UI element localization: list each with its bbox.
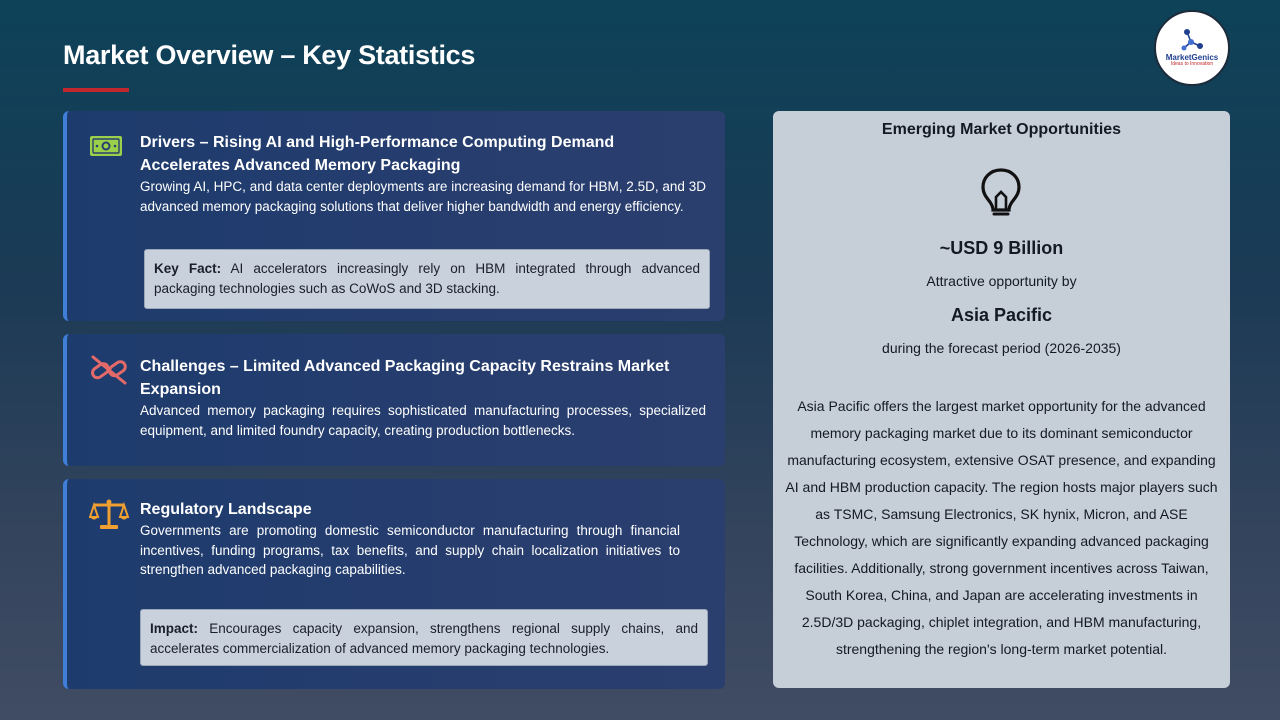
forecast-period: during the forecast period (2026-2035) bbox=[882, 340, 1121, 356]
drivers-card bbox=[63, 111, 725, 321]
company-logo bbox=[1154, 10, 1230, 86]
impact-note bbox=[140, 609, 708, 666]
page-title: Market Overview – Key Statistics bbox=[63, 40, 476, 70]
network-logo-icon bbox=[1179, 28, 1205, 52]
key-fact-text: AI accelerators increasingly rely on HBM integrated through advanced packaging technologies such as CoWoS and 3D stacking. bbox=[154, 261, 700, 296]
key-fact-note bbox=[144, 249, 710, 309]
impact-text: Encourages capacity expansion, strengthens regional supply chains, and accelerates commercialization of advanced memory packaging technologies. bbox=[150, 621, 698, 656]
key-fact-label: Key Fact: bbox=[154, 261, 222, 276]
impact-label: Impact: bbox=[150, 621, 199, 636]
regulatory-text: Governments are promoting domestic semiconductor manufacturing through financial incentives, funding programs, tax benefits, and supply chain localization initiatives to strengthen advanced packaging capabilities. bbox=[140, 523, 680, 577]
regulatory-heading: Regulatory Landscape bbox=[140, 501, 312, 518]
challenges-text: Advanced memory packaging requires sophisticated manufacturing processes, specialized equipment, and limited foundry capacity, creating production bottlenecks. bbox=[140, 403, 706, 438]
opportunity-caption: Attractive opportunity by bbox=[926, 273, 1077, 289]
broken-link-icon bbox=[89, 354, 129, 391]
scale-icon bbox=[89, 497, 129, 536]
logo-tagline: Ideas to Innovation bbox=[1170, 61, 1214, 68]
challenges-heading: Challenges – Limited Advanced Packaging Capacity Restrains Market Expansion bbox=[140, 358, 670, 398]
lightbulb-icon bbox=[978, 167, 1024, 224]
title-underline bbox=[63, 88, 129, 92]
opportunity-region: Asia Pacific bbox=[950, 305, 1053, 325]
drivers-heading: Drivers – Rising AI and High-Performance Computing Demand Accelerates Advanced Memory Packaging bbox=[140, 134, 615, 174]
challenges-card bbox=[63, 334, 725, 466]
opportunity-value: ~USD 9 Billion bbox=[939, 238, 1064, 258]
opportunities-title: Emerging Market Opportunities bbox=[881, 121, 1122, 138]
regulatory-card bbox=[63, 479, 725, 689]
drivers-text: Growing AI, HPC, and data center deployments are increasing demand for HBM, 2.5D, and 3D advanced memory packaging solutions that deliver higher bandwidth and energy efficiency. bbox=[140, 179, 706, 214]
opportunity-description: Asia Pacific offers the largest market opportunity for the advanced memory packaging market due to its dominant semiconductor manufacturing ecosystem, extensive OSAT presence, and expanding AI and HBM production capacity. The region hosts major players such as TSMC, Samsung Electronics, SK hynix, Micron, and ASE Technology, which are significantly expanding advanced packaging facilities. Additionally, strong government incentives across Taiwan, South Korea, China, and Japan are accelerating investments in 2.5D/3D packaging, chiplet integration, and HBM manufacturing, strengthening the region's long-term market potential. bbox=[785, 398, 1218, 657]
money-icon bbox=[89, 133, 123, 164]
opportunities-panel bbox=[773, 111, 1230, 688]
logo-name: MarketGenics bbox=[1165, 53, 1219, 63]
